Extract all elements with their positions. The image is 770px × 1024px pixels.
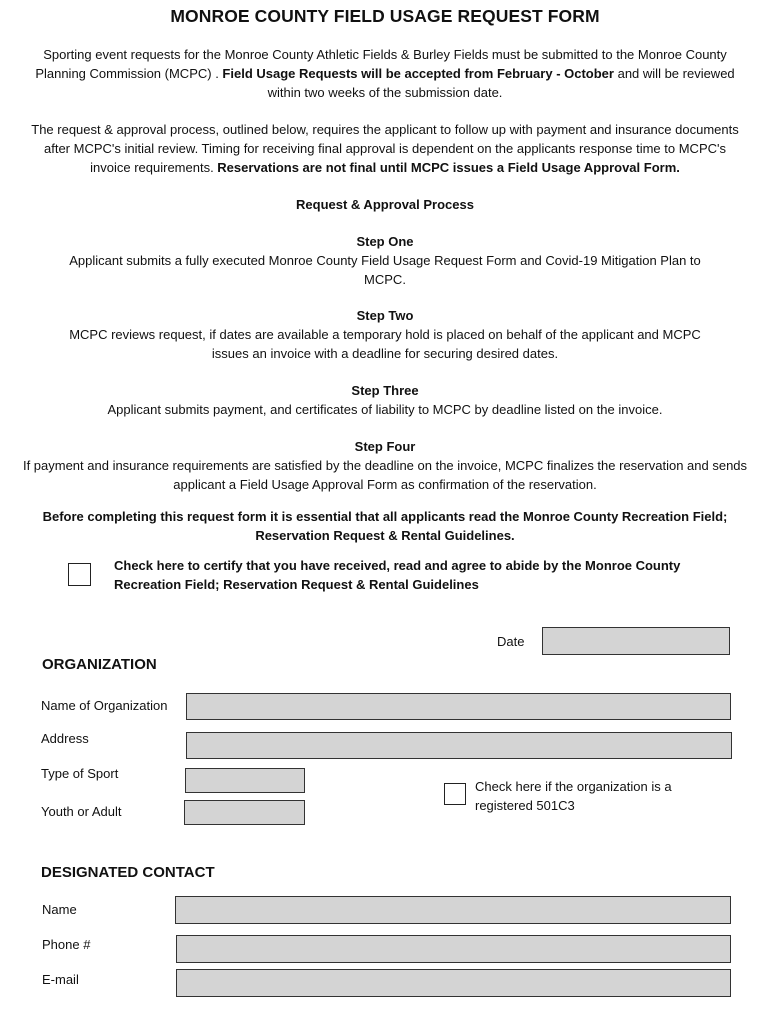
address-field[interactable] [186,732,732,759]
certify-label: Check here to certify that you have received, read and agree to abide by the Monroe County Recreation Field; Reservation Request & Rental Guidelines [114,558,681,592]
guidelines-notice: Before completing this request form it is essential that all applicants read the Monroe County Recreation Field; Reservation Request & Rental Guidelines. [42,509,728,543]
certify-checkbox[interactable] [68,563,91,586]
organization-heading: ORGANIZATION [42,656,157,673]
organization-name-label: Name of Organization [41,698,168,713]
organization-name-field[interactable] [186,693,731,720]
step-one [20,232,750,289]
intro-paragraph-2 [30,120,740,177]
contact-name-label: Name [42,902,77,917]
step-text: Applicant submits payment, and certificates of liability to MCPC by deadline listed on the invoice. [107,402,663,417]
step-title: Step Three [351,383,419,398]
sport-type-label: Type of Sport [41,766,119,781]
youth-adult-field[interactable] [184,800,305,825]
phone-label: Phone # [42,937,91,952]
step-title: Step One [356,234,414,249]
step-title: Step Four [354,439,416,454]
step-text: If payment and insurance requirements are satisfied by the deadline on the invoice, MCPC finalizes the reservation and sends applicant a Field Usage Approval Form as confirmation of the reservation. [22,458,748,492]
intro-text-end: and will be reviewed within two weeks of the submission date. [267,66,735,100]
sport-type-field[interactable] [185,768,305,793]
address-label: Address [41,731,89,746]
email-label: E-mail [42,972,79,987]
step-title: Step Two [356,308,414,323]
contact-heading: DESIGNATED CONTACT [41,864,215,881]
intro-emphasis: Field Usage Requests will be accepted from February - October [222,66,614,81]
step-text: MCPC reviews request, if dates are available a temporary hold is placed on behalf of the applicant and MCPC issues an invoice with a deadline for securing desired dates. [69,327,701,361]
process-heading: Request & Approval Process [296,197,474,212]
step-four [20,437,750,494]
email-field[interactable] [176,969,731,997]
step-three [20,381,750,419]
form-title: MONROE COUNTY FIELD USAGE REQUEST FORM [170,6,600,26]
phone-field[interactable] [176,935,731,963]
nonprofit-checkbox[interactable] [444,783,466,805]
date-label: Date [497,634,525,649]
nonprofit-label: Check here if the organization is a registered 501C3 [475,779,672,813]
process-emphasis: Reservations are not final until MCPC issues a Field Usage Approval Form. [217,160,680,175]
process-text: The request & approval process, outlined below, requires the applicant to follow up with payment and insurance documents after MCPC's initial review. Timing for receiving final approval is dependent on the applicants response time to MCPC's invoice requirements. [31,122,739,175]
intro-text: Sporting event requests for the Monroe County Athletic Fields & Burley Fields must be submitted to the Monroe County Planning Commission (MCPC) . [35,47,727,81]
contact-name-field[interactable] [175,896,731,924]
step-two [20,306,750,363]
youth-adult-label: Youth or Adult [41,804,122,819]
date-field[interactable] [542,627,730,655]
step-text: Applicant submits a fully executed Monroe County Field Usage Request Form and Covid-19 Mitigation Plan to MCPC. [69,253,701,287]
intro-paragraph-1 [30,45,740,102]
